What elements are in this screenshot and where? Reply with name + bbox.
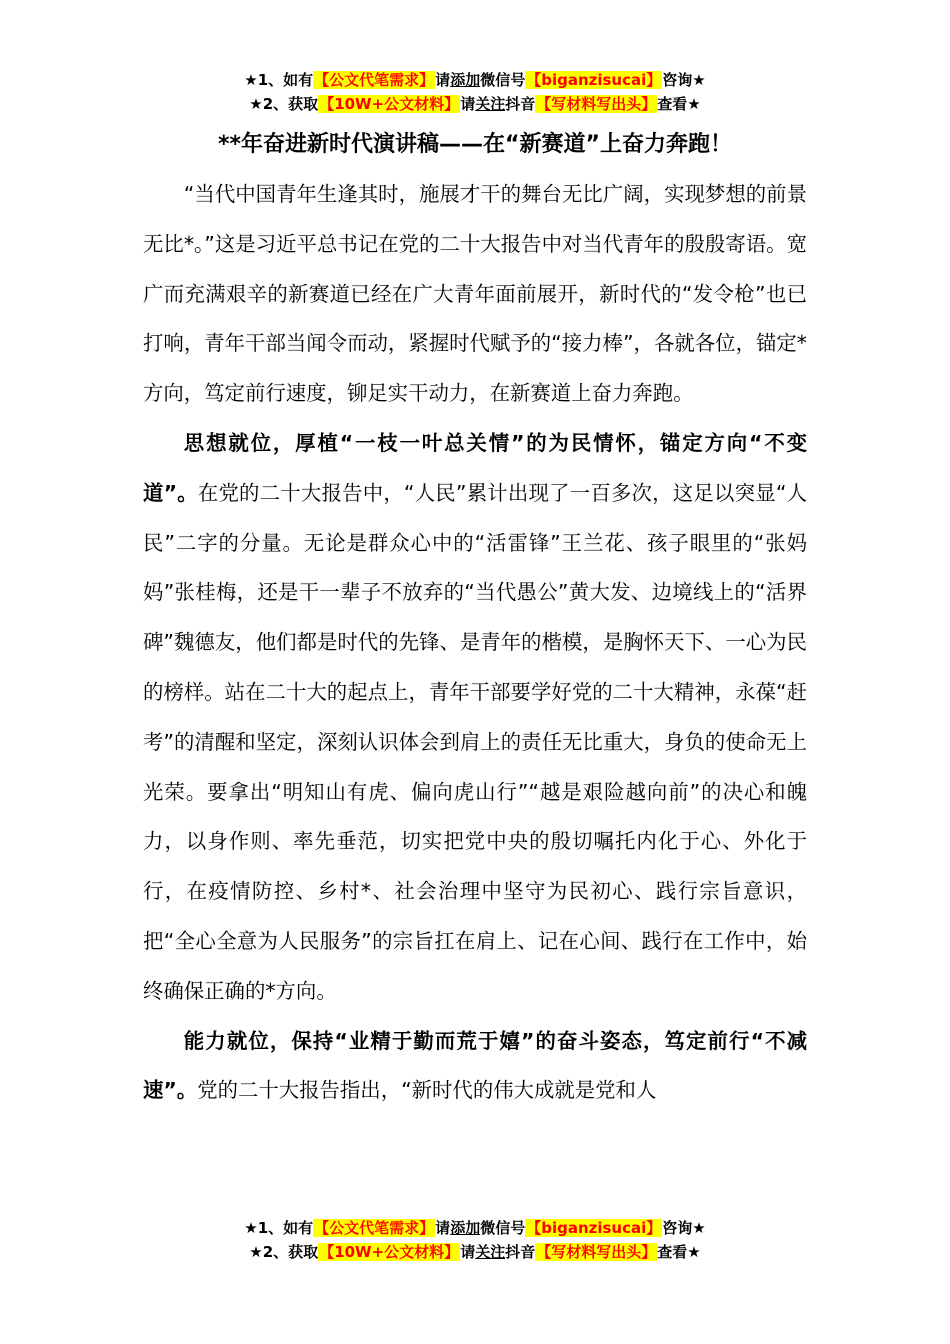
- paragraph-1: [143, 170, 807, 419]
- notice-line-2: [0, 92, 950, 116]
- notice-highlight: 【写材料写出头】: [536, 95, 657, 113]
- notice-text: 查看★: [657, 95, 701, 113]
- notice-text: ★2、获取: [249, 1243, 319, 1261]
- paragraph-lead: 能力就位，保持“业精于勤而荒于嬉”的奋斗姿态，笃定前行“不减速”。: [143, 1028, 807, 1103]
- notice-text: ★1、如有: [244, 71, 314, 89]
- notice-line-1: [0, 1216, 950, 1240]
- notice-underlined-text: 关注: [475, 95, 506, 113]
- notice-highlight: 【biganzisucai】: [526, 71, 662, 89]
- notice-text: 微信号: [480, 1219, 526, 1237]
- notice-highlight: 【10W+公文材料】: [319, 95, 460, 113]
- notice-highlight: 【写材料写出头】: [536, 1243, 657, 1261]
- notice-text: 查看★: [657, 1243, 701, 1261]
- paragraph-text: “当代中国青年生逢其时，施展才干的舞台无比广阔，实现梦想的前景无比*。”这是习近平总书记在党的二十大报告中对当代青年的殷殷寄语。宽广而充满艰辛的新赛道已经在广大青年面前展开，新时代的“发令枪”也已打响，青年干部当闻令而动，紧握时代赋予的“接力棒”，各就各位，锚定*方向，笃定前行速度，铆足实干动力，在新赛道上奋力奔跑。: [143, 182, 807, 406]
- notice-highlight: 【公文代笔需求】: [314, 71, 435, 89]
- notice-text: 抖音: [505, 1243, 536, 1261]
- notice-text: 微信号: [480, 71, 526, 89]
- notice-text: ★2、获取: [249, 95, 319, 113]
- notice-text: 请: [460, 1243, 476, 1261]
- notice-text: 请: [435, 71, 451, 89]
- paragraph-3: [143, 1017, 807, 1117]
- notice-text: 抖音: [505, 95, 536, 113]
- notice-highlight: 【公文代笔需求】: [314, 1219, 435, 1237]
- footer-notice: [0, 1216, 950, 1264]
- paragraph-2: [143, 419, 807, 1017]
- notice-underlined-text: 添加: [450, 1219, 481, 1237]
- notice-text: ★1、如有: [244, 1219, 314, 1237]
- notice-line-1: [0, 68, 950, 92]
- document-title: **年奋进新时代演讲稿——在“新赛道”上奋力奔跑！: [218, 132, 732, 157]
- paragraph-text: 党的二十大报告指出，“新时代的伟大成就是党和人: [197, 1078, 657, 1103]
- header-notice: [0, 68, 950, 116]
- notice-highlight: 【biganzisucai】: [526, 1219, 662, 1237]
- notice-text: 咨询★: [662, 71, 706, 89]
- document-body: [143, 170, 807, 1116]
- notice-line-2: [0, 1240, 950, 1264]
- notice-highlight: 【10W+公文材料】: [319, 1243, 460, 1261]
- paragraph-lead: 思想就位，厚植“一枝一叶总关情”的为民情怀，锚定方向“不变道”。: [143, 430, 807, 505]
- paragraph-text: 在党的二十大报告中，“人民”累计出现了一百多次，这足以突显“人民”二字的分量。无论是群众心中的“活雷锋”王兰花、孩子眼里的“张妈妈”张桂梅，还是干一辈子不放弃的“当代愚公”黄大发、边境线上的“活界碑”魏德友，他们都是时代的先锋、是青年的楷模，是胸怀天下、一心为民的榜样。站在二十大的起点上，青年干部要学好党的二十大精神，永葆“赶考”的清醒和坚定，深刻认识体会到肩上的责任无比重大，身负的使命无上光荣。要拿出“明知山有虎、偏向虎山行”“越是艰险越向前”的决心和魄力，以身作则、率先垂范，切实把党中央的殷切嘱托内化于心、外化于行，在疫情防控、乡村*、社会治理中坚守为民初心、践行宗旨意识，把“全心全意为人民服务”的宗旨扛在肩上、记在心间、践行在工作中，始终确保正确的*方向。: [143, 480, 807, 1003]
- notice-text: 咨询★: [662, 1219, 706, 1237]
- notice-text: 请: [435, 1219, 451, 1237]
- notice-text: 请: [460, 95, 476, 113]
- notice-underlined-text: 关注: [475, 1243, 506, 1261]
- notice-underlined-text: 添加: [450, 71, 481, 89]
